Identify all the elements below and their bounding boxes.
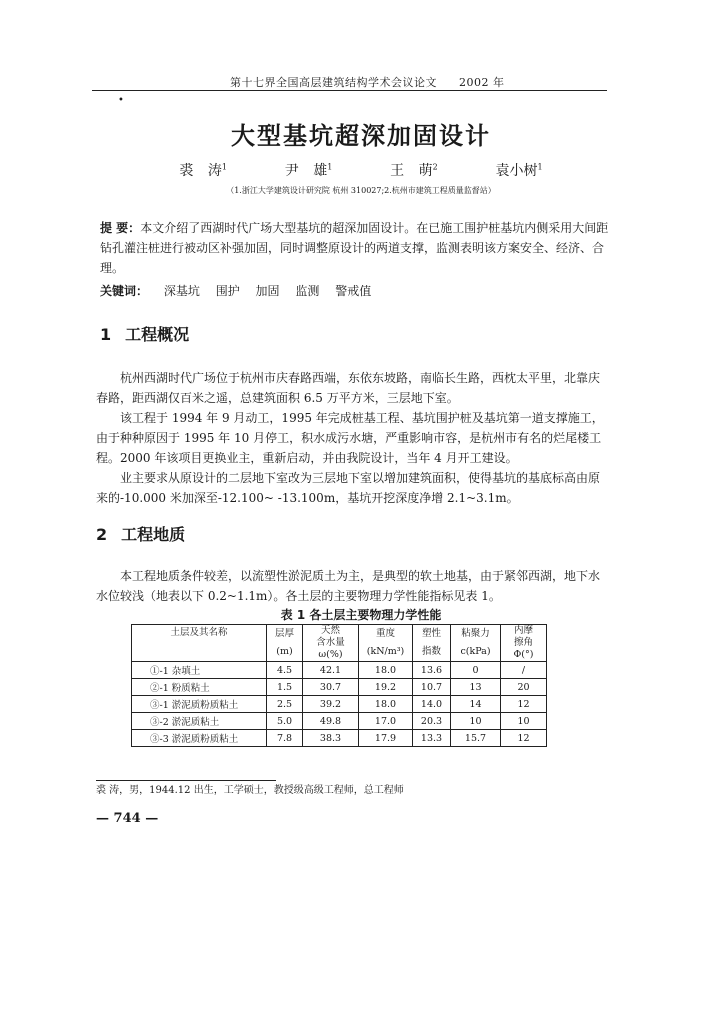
author: 裘 涛$^1$ — [179, 162, 227, 179]
abstract-text: 本文介绍了西湖时代广场大型基坑的超深加固设计。在已施工围护桩基坑内侧采用大间距钻孔灌注桩进行被动区补强加固，同时调整原设计的两道支撑，监测表明该方案安全、经济、合理。 — [100, 221, 609, 275]
table-row — [132, 662, 547, 679]
table-cell: 4.5 — [267, 662, 303, 679]
header-cell: 塑性 指数 — [413, 625, 451, 662]
table-row — [132, 679, 547, 696]
paper-title: 大型基坑超深加固设计 — [231, 122, 491, 150]
table-cell: 20.3 — [413, 713, 451, 730]
section-heading: 2 工程地质 — [96, 525, 186, 544]
table-cell: 30.7 — [303, 679, 359, 696]
table-row — [132, 730, 547, 747]
table-caption: 表 1 各土层主要物理力学性能 — [280, 608, 442, 622]
body-paragraph: 本工程地质条件较差，以流塑性淤泥质土为主，是典型的软土地基，由于紧邻西湖，地下水水位较浅（地表以下 0.2~1.1m）。各土层的主要物理力学性能指标见表 1。 — [96, 569, 601, 603]
table-cell: 20 — [501, 679, 547, 696]
header-rule — [92, 90, 607, 91]
table-row — [132, 713, 547, 730]
table-cell: 14.0 — [413, 696, 451, 713]
body-paragraph: 杭州西湖时代广场位于杭州市庆春路西端，东依东坡路，南临长生路，西枕太平里，北靠庆春路，距西湖仅百米之遥，总建筑面积 6.5 万平方米，三层地下室。 — [96, 371, 601, 405]
table-cell: 13.6 — [413, 662, 451, 679]
soil-properties-table — [131, 624, 547, 747]
header-cell: 层厚 (m) — [267, 625, 303, 662]
author-list — [0, 160, 722, 180]
body-paragraph: 业主要求从原设计的二层地下室改为三层地下室以增加建筑面积，使得基坑的基底标高由原来的-10.000 米加深至-12.100~ -13.100m，基坑开挖深度净增 2.1~3.1m。 — [96, 471, 601, 505]
header-year: 2002 年 — [459, 76, 505, 89]
table-header-row — [132, 625, 547, 662]
abstract-label: 提 要： — [100, 221, 141, 235]
table-cell: 13.3 — [413, 730, 451, 747]
running-header — [230, 74, 505, 90]
table-cell: ②-1 粉质粘土 — [132, 679, 267, 696]
table-cell: ①-1 杂填土 — [132, 662, 267, 679]
header-cell: 土层及其名称 — [132, 625, 267, 662]
table-cell: 42.1 — [303, 662, 359, 679]
keyword: 围护 — [215, 284, 240, 298]
table-cell: ③-2 淤泥质粘土 — [132, 713, 267, 730]
table-cell: 10 — [501, 713, 547, 730]
conference-name: 第十七界全国高层建筑结构学术会议论文 — [230, 76, 437, 89]
author: 袁小树$^1$ — [495, 162, 543, 179]
abstract — [100, 218, 610, 278]
table-cell: 10.7 — [413, 679, 451, 696]
body-paragraph: 该工程于 1994 年 9 月动工，1995 年完成桩基工程、基坑围护桩及基坑第一道支撑施工，由于种种原因于 1995 年 10 月停工，积水成污水塘，严重影响市容，是杭州市有名的烂尾楼工程。2000 年该项目更换业主，重新启动，并由我院设计，当年 4 月开工建设。 — [96, 411, 604, 465]
table-cell: 5.0 — [267, 713, 303, 730]
table-cell: 17.9 — [359, 730, 413, 747]
table-cell: / — [501, 662, 547, 679]
table-cell: 7.8 — [267, 730, 303, 747]
table-cell: 15.7 — [451, 730, 501, 747]
table-cell: 0 — [451, 662, 501, 679]
table-cell: ③-3 淤泥质粉质粘土 — [132, 730, 267, 747]
section-heading: 1 工程概况 — [100, 325, 190, 344]
keyword: 深基坑 — [163, 284, 200, 298]
table-cell: 19.2 — [359, 679, 413, 696]
table-cell: 18.0 — [359, 662, 413, 679]
table-cell: 17.0 — [359, 713, 413, 730]
keywords-label: 关键词： — [100, 284, 149, 298]
table-cell: 12 — [501, 730, 547, 747]
author: 王 萌$^2$ — [390, 162, 438, 179]
table-cell: 13 — [451, 679, 501, 696]
table-cell: 18.0 — [359, 696, 413, 713]
keyword: 警戒值 — [335, 284, 372, 298]
table-cell: 10 — [451, 713, 501, 730]
keyword: 监测 — [295, 284, 320, 298]
header-cell: 内摩 擦角 Φ(°) — [501, 625, 547, 662]
page-number: — 744 — — [96, 811, 159, 826]
margin-mark: • — [118, 95, 124, 106]
author: 尹 雄$^1$ — [284, 162, 333, 179]
header-cell: 粘聚力 c(kPa) — [451, 625, 501, 662]
affiliation: （1.浙江大学建筑设计研究院 杭州 310027;2.杭州市建筑工程质量监督站） — [226, 186, 496, 195]
table-cell: 14 — [451, 696, 501, 713]
table-cell: 2.5 — [267, 696, 303, 713]
header-cell: 重度 (kN/m³) — [359, 625, 413, 662]
table-row — [132, 696, 547, 713]
keywords — [100, 282, 371, 299]
keyword: 加固 — [255, 284, 280, 298]
table-cell: 38.3 — [303, 730, 359, 747]
table-cell: ③-1 淤泥质粉质粘土 — [132, 696, 267, 713]
table-cell: 12 — [501, 696, 547, 713]
table-cell: 1.5 — [267, 679, 303, 696]
table-cell: 39.2 — [303, 696, 359, 713]
header-cell: 天然 含水量 ω(%) — [303, 625, 359, 662]
author-footnote: 裘 涛，男，1944.12 出生，工学硕士，教授级高级工程师，总工程师 — [96, 785, 404, 796]
table-cell: 49.8 — [303, 713, 359, 730]
